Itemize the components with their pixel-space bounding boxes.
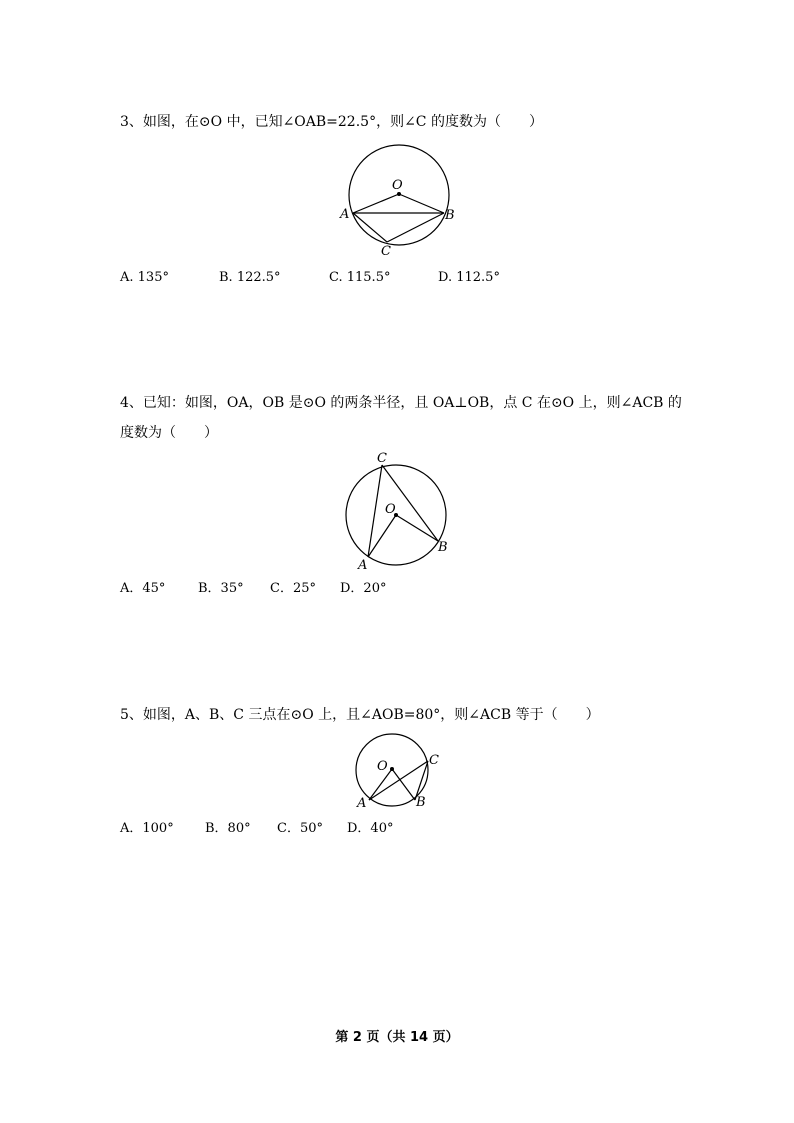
label-C: C bbox=[377, 451, 387, 466]
option-d: D. 112.5° bbox=[438, 270, 500, 285]
segment-OB bbox=[399, 194, 444, 213]
question-4-options bbox=[120, 580, 386, 598]
option-a: A．45° bbox=[120, 581, 166, 596]
label-O: O bbox=[385, 502, 396, 517]
option-d: D．20° bbox=[340, 581, 387, 596]
segment-AC bbox=[368, 465, 382, 557]
option-c: C. 115.5° bbox=[329, 270, 391, 285]
option-b: B．35° bbox=[198, 581, 244, 596]
question-4-figure bbox=[330, 448, 470, 577]
label-A: A bbox=[340, 207, 350, 222]
question-4-text-line1: 4、已知：如图，OA，OB 是⊙O 的两条半径，且 OA⊥OB，点 C 在⊙O 上，则∠ACB 的 bbox=[120, 395, 682, 411]
question-5-figure bbox=[345, 728, 455, 822]
option-c: C．50° bbox=[277, 821, 323, 836]
question-4-text-line2: 度数为（ ） bbox=[120, 425, 218, 441]
label-B: B bbox=[438, 540, 448, 555]
segment-AC bbox=[353, 213, 387, 242]
question-5-text: 5、如图，A、B、C 三点在⊙O 上，且∠AOB=80°，则∠ACB 等于（ ） bbox=[120, 707, 600, 723]
option-c: C．25° bbox=[270, 581, 316, 596]
page-footer: 第 2 页（共 14 页） bbox=[335, 1030, 459, 1045]
label-A: A bbox=[357, 796, 367, 811]
label-C: C bbox=[381, 244, 391, 259]
label-A: A bbox=[358, 558, 368, 573]
option-a: A. 135° bbox=[120, 270, 169, 285]
segment-BC bbox=[387, 213, 444, 242]
segment-OB bbox=[396, 515, 438, 541]
option-d: D．40° bbox=[347, 821, 394, 836]
label-B: B bbox=[416, 795, 426, 810]
question-5-options bbox=[120, 820, 393, 838]
label-C: C bbox=[429, 753, 439, 768]
question-3-text: 3、如图，在⊙O 中，已知∠OAB=22.5°，则∠C 的度数为（ ） bbox=[120, 114, 543, 130]
option-a: A．100° bbox=[120, 821, 174, 836]
question-3-options bbox=[120, 269, 500, 287]
segment-OB bbox=[392, 769, 415, 800]
segment-OA bbox=[368, 515, 396, 557]
option-b: B. 122.5° bbox=[219, 270, 281, 285]
label-O: O bbox=[392, 178, 403, 193]
question-3-figure bbox=[330, 140, 470, 269]
option-b: B．80° bbox=[205, 821, 251, 836]
label-O: O bbox=[377, 759, 388, 774]
center-point bbox=[390, 767, 394, 771]
label-B: B bbox=[445, 208, 455, 223]
segment-OA bbox=[353, 194, 399, 213]
